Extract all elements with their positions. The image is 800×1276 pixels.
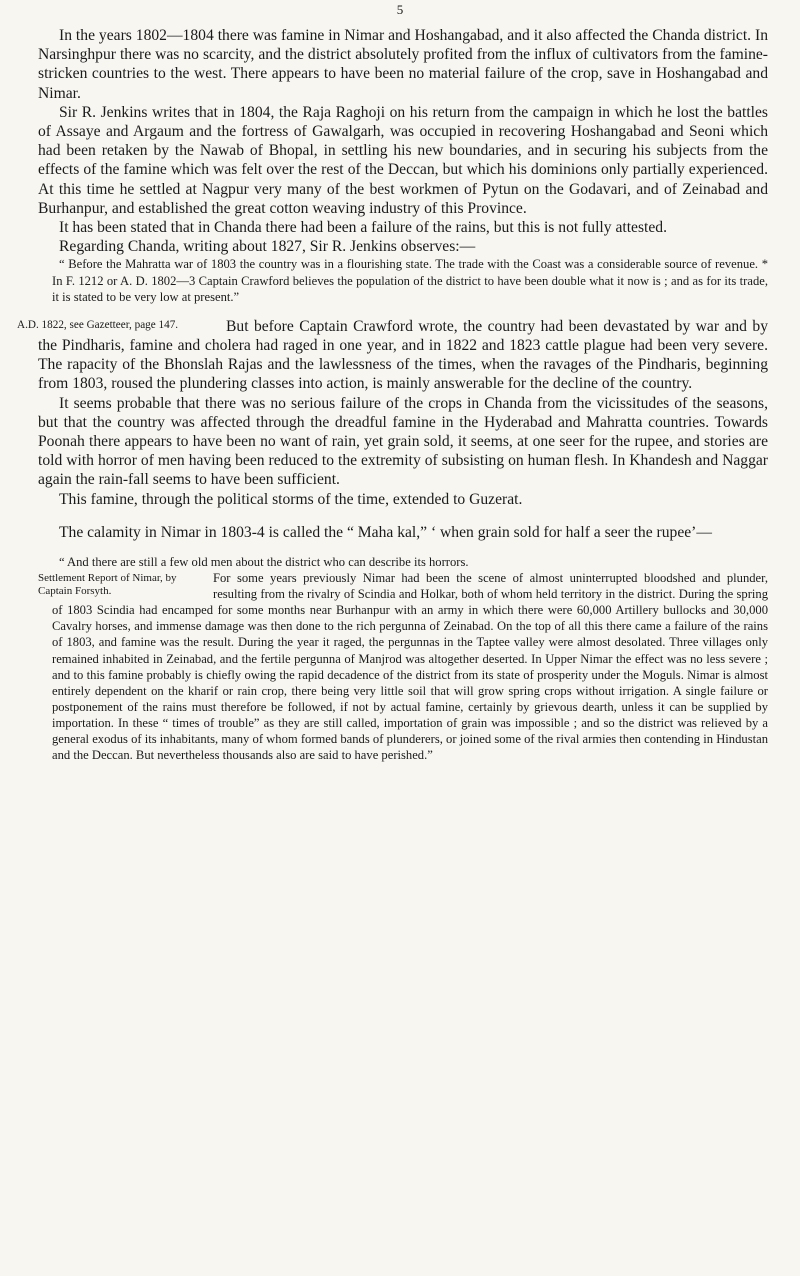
paragraph-devastation <box>17 317 768 394</box>
spacer <box>38 509 768 523</box>
document-body <box>17 26 768 763</box>
page-number: 5 <box>396 2 404 17</box>
sidenote-settlement-report: Settlement Report of Nimar, by Captain Forsyth. <box>38 572 177 598</box>
quote-crawford: “ Before the Mahratta war of 1803 the country was in a flourishing state. The trade with the Coast was a considerable source of revenue. * In F. 1212 or A. D. 1802—3 Captain Crawford believes the population of the district to have been double what it now is ; and as for its trade, it is stated to be very low at present.” <box>52 257 768 304</box>
paragraph-chanda-crops: It seems probable that there was no serious failure of the crops in Chanda from the vicissitudes of the seasons, but that the country was affected through the dreadful famine in the Hyderabad and Mahratta countries. Towards Poonah there appears to have been no want of rain, yet grain sold, it seems, at one seer for the rupee, and stories are told with horror of men having been reduced to the extremity of subsisting on human flesh. In Khandesh and Naggar again the rain-fall seems to have been sufficient. <box>38 394 768 489</box>
paragraph-jenkins-observes: Regarding Chanda, writing about 1827, Sir R. Jenkins observes:— <box>59 238 476 256</box>
paragraph-guzerat: This famine, through the political storms of the time, extended to Guzerat. <box>59 490 523 508</box>
paragraph-devastation-text: But before Captain Crawford wrote, the country had been devastated by war and by the Pindharis, famine and cholera had raged in one year, and in 1822 and 1823 cattle plague had been very severe. The rapacity of the Bhonslah Rajas and the lawlessness of the times, when the ravages of the Pindharis, beginning from 1803, roused the plundering classes into action, is mainly answerable for the decline of the country. <box>38 317 768 393</box>
quote-nimar-famine <box>38 570 768 763</box>
spacer <box>38 305 768 317</box>
paragraph-famine-1802: In the years 1802—1804 there was famine in Nimar and Hoshangabad, and it also affected the Chanda district. In Narsinghpur there was no scarcity, and the district absolutely profited from the influx of cultivators from the famine-stricken countries to the west. There appears to have been no material failure of the crop, save in Hoshangabad and Nimar. <box>38 27 768 102</box>
spacer <box>38 542 768 554</box>
quote-nimar-horrors: “ And there are still a few old men about the district who can describe its horrors. <box>59 554 469 569</box>
quote-nimar-famine-text: For some years previously Nimar had been the scene of almost uninterrupted bloodshed and plunder, resulting from the rivalry of Scindia and Holkar, both of whom held territory in the district. During the spring of 1803 Scindia had encamped for some months near Burhanpur with an army in which there were 60,000 Artillery bullocks and 30,000 Cavalry horses, and immense damage was then done to the rich pergunna of Zeinabad. On the top of all this there came a failure of the rains of 1803, and famine was the result. During the year it raged, the pergunnas in the Taptee valley were almost desolated. Three villages only remained inhabited in Zeinabad, and the fertile pergunna of Manjrod was altogether deserted. In Upper Nimar the effect was no less severe ; and to this famine probably is chiefly owing the rapid decadence of the district from its state of prosperity under the Moguls. Nimar is almost entirely dependent on the kharif or rain crop, there being very little soil that will grow spring crops without irrigation. A single failure or postponement of the rains must therefore be followed, if not by actual famine, certainly by grievous dearth, unless it can be supplied by importation. In these “ times of trouble” as they are still called, importation of grain was impossible ; and so the district was relieved by a general exodus of its inhabitants, many of whom formed bands of plunderers, or joined some of the rival armies then contending in Hindustan and the Deccan. But nevertheless thousands also are said to have perished.” <box>52 571 768 763</box>
paragraph-jenkins-1804: Sir R. Jenkins writes that in 1804, the Raja Raghoji on his return from the campaign in which he lost the battles of Assaye and Argaum and the fortress of Gawalgarh, was occupied in recovering Hoshangabad and Seoni which had been retaken by the Nawab of Bhopal, in settling his new boundaries, and in securing his subjects from the effects of the famine which was felt over the rest of the Deccan, but which his dominions only partially experienced. At this time he settled at Nagpur very many of the best workmen of Pytun on the Godavari, and of Zeinabad and Burhanpur, and established the great cotton weaving industry of this Province. <box>38 103 768 217</box>
sidenote-gazetteer: A.D. 1822, see Gazetteer, page 147. <box>17 318 179 331</box>
paragraph-maha-kal: The calamity in Nimar in 1803-4 is called the “ Maha kal,” ‘ when grain sold for half a seer the rupee’— <box>59 523 712 541</box>
paragraph-chanda-rains: It has been stated that in Chanda there had been a failure of the rains, but this is not fully attested. <box>59 219 667 237</box>
